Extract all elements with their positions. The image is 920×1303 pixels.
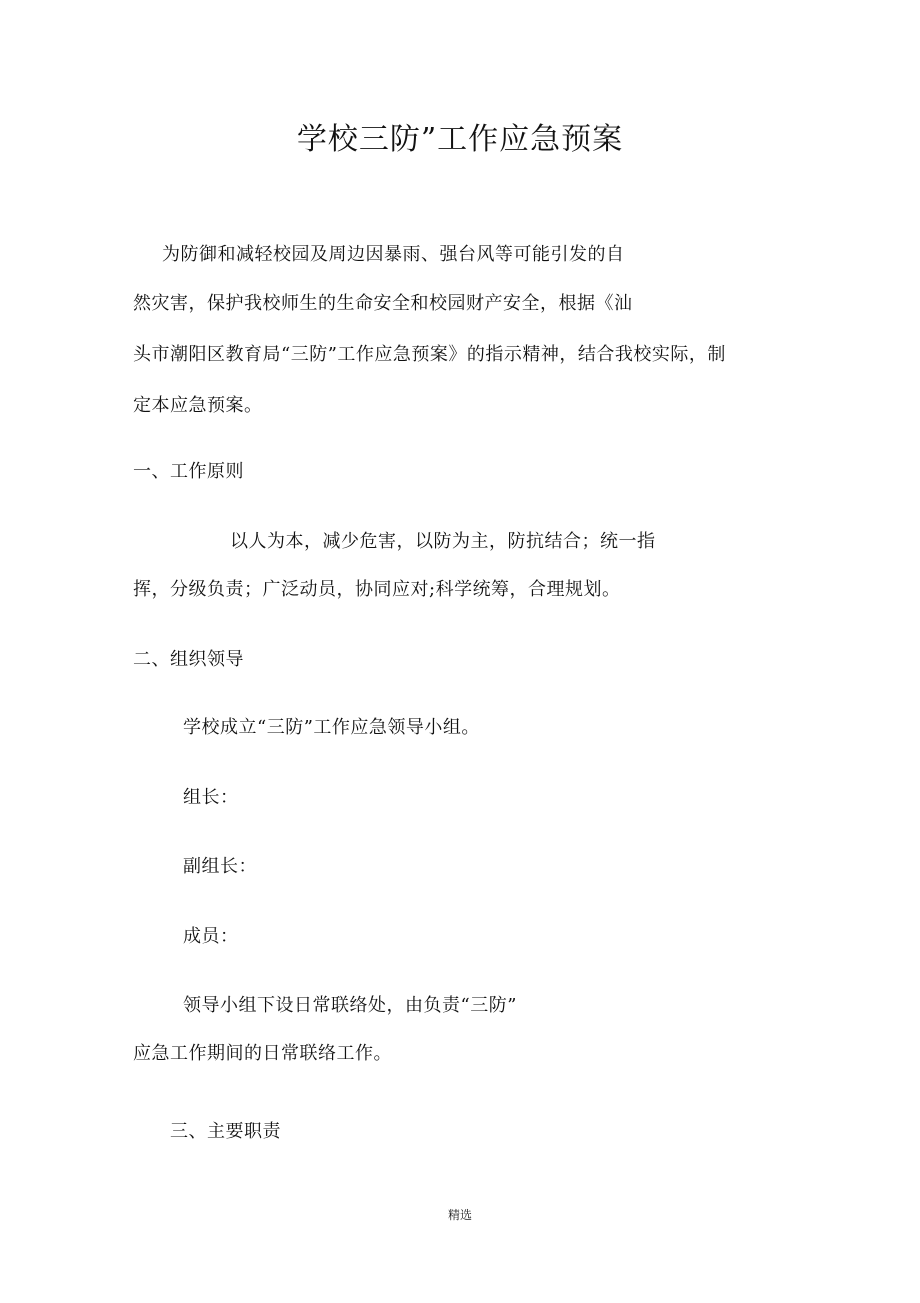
intro-line-4: 定本应急预案。 <box>133 395 263 416</box>
organization-office-line-1: 领导小组下设日常联络处，由负责“三防” <box>183 995 517 1016</box>
intro-line-3: 头市潮阳区教育局“三防”工作应急预案》的指示精神，结合我校实际，制 <box>133 344 726 365</box>
page-footer: 精选 <box>447 1208 472 1222</box>
organization-leader: 组长： <box>183 787 239 808</box>
intro-line-2: 然灾害，保护我校师生的生命安全和校园财产安全，根据《汕 <box>133 293 633 314</box>
principles-line-1: 以人为本，减少危害，以防为主，防抗结合；统一指 <box>230 531 656 552</box>
section-heading-duties: 三、主要职责 <box>170 1121 281 1142</box>
organization-establish: 学校成立“三防”工作应急领导小组。 <box>183 717 480 738</box>
section-heading-principles: 一、工作原则 <box>133 461 244 482</box>
document-title: 学校三防”工作应急预案 <box>296 122 624 157</box>
intro-line-1: 为防御和减轻校园及周边因暴雨、强台风等可能引发的自 <box>162 244 625 265</box>
principles-line-2: 挥，分级负责；广泛动员，协同应对;科学统筹，合理规划。 <box>133 579 621 600</box>
organization-office-line-2: 应急工作期间的日常联络工作。 <box>133 1043 392 1064</box>
organization-deputy: 副组长： <box>183 856 257 877</box>
section-heading-organization: 二、组织领导 <box>133 649 244 670</box>
organization-members: 成员： <box>183 926 239 947</box>
